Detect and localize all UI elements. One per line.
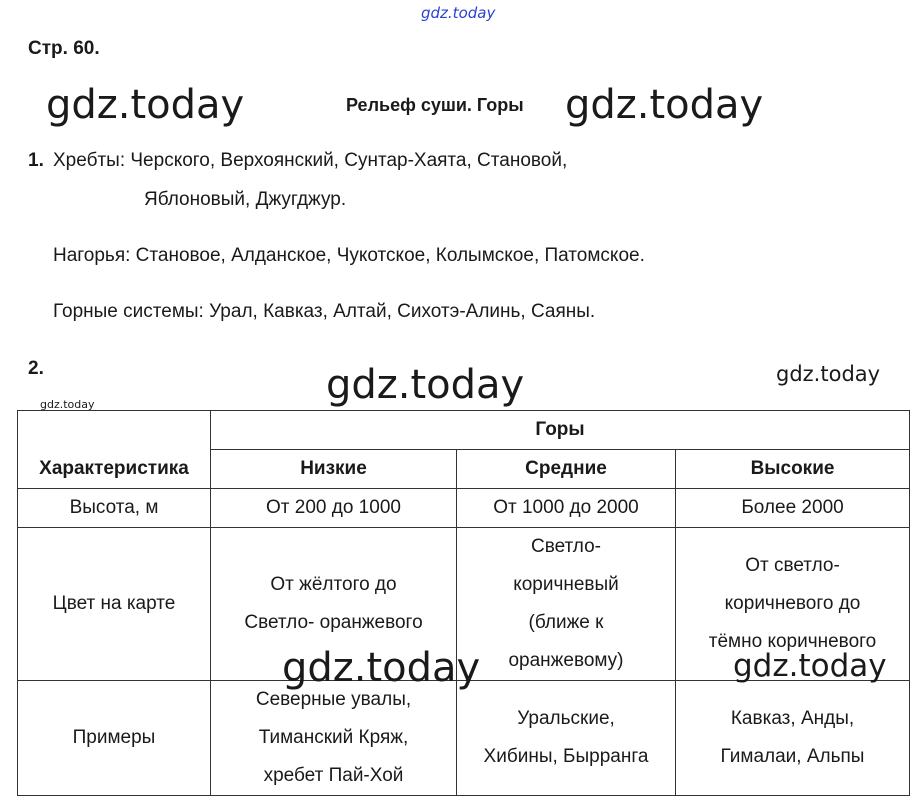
table-row: [18, 681, 910, 796]
highlands-line: Нагорья: Становое, Алданское, Чукотское, Колымское, Патомское.: [53, 245, 645, 266]
watermark: gdz.today: [40, 398, 95, 411]
mountains-table: [17, 410, 910, 796]
watermark: gdz.today: [733, 648, 887, 684]
table-cell: От 200 до 1000: [211, 489, 457, 528]
page-number: Стр. 60.: [28, 38, 100, 59]
table-cell: Светло- коричневый (ближе к оранжевому): [457, 528, 676, 681]
watermark: gdz.today: [46, 82, 245, 128]
ridges-line-1: Хребты: Черского, Верхоянский, Сунтар-Хаята, Становой,: [53, 150, 568, 171]
table-cell: Кавказ, Анды, Гималаи, Альпы: [676, 681, 910, 796]
table-cell: От 1000 до 2000: [457, 489, 676, 528]
watermark: gdz.today: [326, 362, 525, 408]
table-row: [18, 489, 910, 528]
table-cell: Более 2000: [676, 489, 910, 528]
table-cell: Северные увалы, Тиманский Кряж, хребет Пай-Хой: [211, 681, 457, 796]
column-header-medium: Средние: [457, 450, 676, 489]
watermark: gdz.today: [776, 362, 881, 386]
watermark: gdz.today: [282, 645, 481, 691]
table-cell: Уральские, Хибины, Бырранга: [457, 681, 676, 796]
table-header-row: [18, 411, 910, 450]
row-label: Цвет на карте: [18, 528, 211, 681]
characteristic-header: Характеристика: [18, 411, 211, 489]
watermark-top: gdz.today: [421, 4, 496, 22]
table-cell: От жёлтого до Светло- оранжевого: [211, 528, 457, 681]
row-label: Высота, м: [18, 489, 211, 528]
watermark: gdz.today: [565, 82, 764, 128]
mountain-systems-line: Горные системы: Урал, Кавказ, Алтай, Сихотэ-Алинь, Саяны.: [53, 301, 596, 322]
column-header-low: Низкие: [211, 450, 457, 489]
row-label: Примеры: [18, 681, 211, 796]
group-header: Горы: [211, 411, 910, 450]
table-cell: От светло- коричневого до тёмно коричневого: [676, 528, 910, 681]
ridges-line-2: Яблоновый, Джугджур.: [144, 189, 347, 210]
column-header-high: Высокие: [676, 450, 910, 489]
task-2-number: 2.: [28, 358, 44, 379]
task-1-number: 1.: [28, 150, 44, 171]
page-title: Рельеф суши. Горы: [346, 95, 524, 115]
